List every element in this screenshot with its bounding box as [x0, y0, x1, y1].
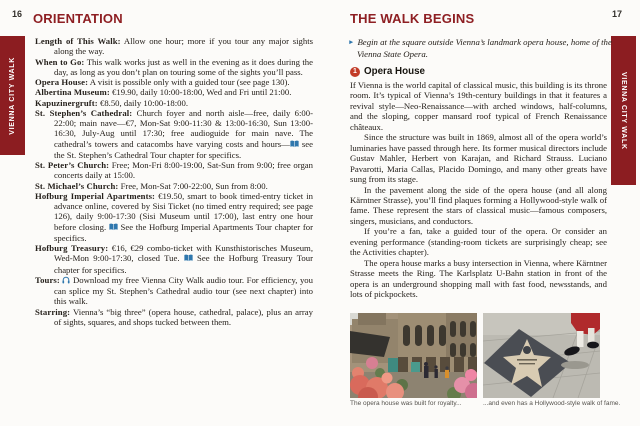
chapter-tab-label: VIENNA CITY WALK	[620, 71, 627, 150]
left-page-number: 16	[12, 9, 23, 19]
walk-begins-heading: THE WALK BEGINS	[350, 11, 475, 26]
orientation-term: St. Michael’s Church:	[35, 180, 119, 191]
chapter-tab-label: VIENNA CITY WALK	[9, 56, 16, 135]
book-icon	[109, 223, 118, 233]
orientation-item: St. Michael’s Church: Free, Mon-Sat 7:00-22:00, Sun from 8:00.	[35, 180, 268, 191]
orientation-list	[35, 36, 313, 327]
orientation-item: Albertina Museum: €19.90, daily 10:00-18:00, Wed and Fri until 21:00.	[35, 87, 292, 98]
section-title: Opera House	[364, 66, 425, 77]
walk-of-fame-photo	[483, 313, 620, 407]
body-paragraph: Since the structure was built in 1869, almost all of the opera world’s luminaries have passed through here. Its former musical directors include Gustav Mahler, Herbert von Karajan, and Richard Strauss. Luciano Pavarotti, Maria Callas, Placido Domingo, and many other greats have sung from its stage.	[350, 132, 607, 185]
stop-number-badge: 1	[350, 67, 360, 77]
photo-caption-right: ...and even has a Hollywood-style walk of fame.	[483, 400, 621, 407]
orientation-item: Hofburg Treasury: €16, €29 combo-ticket with Kunsthistorisches Museum, Wed-Mon 9:00-17:30, closed Tue. See the Hofburg Treasury Tour chapter for specifics.	[35, 243, 314, 275]
orientation-item: Length of This Walk: Allow one hour; more if you tour any major sights along the way.	[35, 36, 313, 57]
orientation-item: Hofburg Imperial Apartments: €19.50, smart to book timed-entry ticket in advance online, covered by Sisi Ticket (no timed entry required; see page 126), daily 9:00-17:30 (Sisi Museum until 17:00), last entry one hour before closing. See the Hofburg Imperial Apartments Tour chapter for specifics.	[35, 190, 314, 243]
walk-of-fame-photo-art	[483, 313, 600, 398]
orientation-item: When to Go: This walk works just as well in the evening as it does during the day, as long as you don’t plan on touring some of the sights you’ll pass.	[35, 56, 314, 77]
chapter-tab-left	[0, 36, 25, 155]
orientation-term: Kapuzinergruft:	[35, 97, 98, 108]
opera-house-section-heading	[350, 66, 425, 77]
orientation-item: St. Stephen’s Cathedral: Church foyer and north aisle—free, daily 6:00-22:00; main nave—€7, Mon-Sat 9:00-11:30 & 13:00-16:30, Sun 13:00-16:30, July-Aug until 17:30; free audioguide for main nave. The cathedral’s towers and catacombs have varying costs and hours— see the St. Stephen’s Cathedral Tour chapter for specifics.	[35, 107, 314, 160]
orientation-term: Opera House:	[35, 77, 89, 87]
opera-house-photo-art	[350, 313, 477, 398]
orientation-term: St. Stephen’s Cathedral:	[35, 107, 133, 118]
orientation-term: Tours:	[35, 274, 60, 285]
photo-caption-left: The opera house was built for royalty...	[350, 400, 462, 407]
body-paragraph: The opera house marks a busy intersection in Vienna, where Kärntner Strasse meets the Ring. The Karlsplatz U-Bahn station in front of the opera is an underground shopping mall with fast food, newsstands, and lots of pickpockets.	[350, 257, 607, 300]
walk-body	[350, 80, 607, 300]
book-icon	[290, 140, 299, 150]
orientation-term: Hofburg Imperial Apartments:	[35, 190, 156, 201]
orientation-heading: ORIENTATION	[33, 11, 123, 26]
photo-row	[350, 313, 620, 407]
orientation-term: When to Go:	[35, 56, 85, 67]
body-paragraph: If you’re a fan, take a guided tour of the opera. Or consider an evening performance (standing-room tickets are surprisingly cheap; see the Activities chapter).	[350, 226, 607, 258]
orientation-item: Opera House: A visit is possible only with a guided tour (see page 130).	[35, 77, 290, 87]
orientation-item: St. Peter’s Church: Free; Mon-Fri 8:00-19:00, Sat-Sun from 9:00; free organ concerts daily at 15:00.	[35, 160, 314, 181]
orientation-item: Tours: Download my free Vienna City Walk audio tour. For efficiency, you can splice my St. Stephen’s Cathedral audio tour (see next chapter) into this walk.	[35, 274, 313, 307]
walk-intro	[341, 37, 623, 59]
orientation-term: Hofburg Treasury:	[35, 243, 109, 253]
arrow-bullet-icon: ►	[348, 39, 355, 46]
headphones-icon	[62, 276, 70, 286]
orientation-item: Kapuzinergruft: €8.50, daily 10:00-18:00.	[35, 97, 189, 108]
opera-house-photo	[350, 313, 477, 407]
body-paragraph: If Vienna is the world capital of classical music, this building is its throne room. It’s typical of Vienna’s 19th-century buildings in that it features a revival style—Neo-Renaissance—with arched windows, half-columns, and the sloping, copper mansard roof typical of French Renaissance châteaux.	[350, 80, 607, 132]
orientation-term: Starring:	[35, 306, 71, 317]
orientation-item: Starring: Vienna’s “big three” (opera house, cathedral, palace), plus an array of sights, squares, and shops tucked between them.	[35, 306, 314, 327]
book-icon	[184, 254, 193, 264]
orientation-term: Length of This Walk:	[35, 36, 121, 46]
right-page-number: 17	[612, 9, 623, 19]
body-paragraph: In the pavement along the side of the opera house (and all along Kärntner Strasse), you’ll find plaques forming a Hollywood-style walk of fame. These represent the stars of classical music—famous composers, singers, musicians, and conductors.	[350, 184, 607, 226]
walk-intro-text: Begin at the square outside Vienna’s landmark opera house, home of the Vienna State Opera.	[357, 37, 612, 59]
orientation-term: St. Peter’s Church:	[35, 160, 110, 170]
orientation-term: Albertina Museum:	[35, 87, 110, 98]
